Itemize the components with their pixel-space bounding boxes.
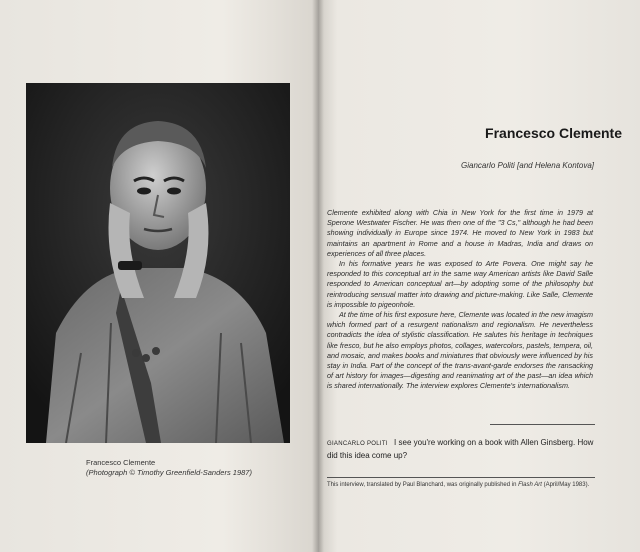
question-text: I see you're working on a book with Allen Ginsberg. How did this idea come up? (327, 438, 594, 460)
book-gutter (312, 0, 324, 552)
chapter-title: Francesco Clemente (485, 125, 622, 141)
footnote-publication: Flash Art (518, 482, 542, 488)
intro-paragraph: In his formative years he was exposed to Arte Povera. One might say he responded to this conceptual art in the same way American artists like David Salle responded to American conceptual art—by adopting some of the philosophy but reintroducing sensual matter into drawing and picture-making. Like Salle, Clemente is impossible to pigeonhole. (327, 259, 593, 309)
caption-name: Francesco Clemente (86, 458, 156, 467)
intro-paragraph: At the time of his first exposure here, Clemente was located in the new imagism which formed part of a resurgent nationalism and regionalism. He nevertheless contradicts the idea of stylistic classification. He salutes his heritage in techniques like fresco, but he also employs photos, collages, watercolors, pastels, tempera, oil, and mosaic, and makes books and miniatures that obviously were influenced by his stay in India. Part of the concept of the trans-avant-garde endorses the ransacking of art history for images—digesting and reanimating art of the past—an idea which is shared internationally. The interview explores Clemente's internationalism. (327, 310, 593, 391)
footnote-rule (327, 477, 595, 478)
speaker-name: GIANCARLO POLITI (327, 441, 388, 447)
interview-question (327, 437, 597, 461)
photo-caption (86, 458, 286, 478)
section-divider (490, 424, 595, 425)
footnote-text: This interview, translated by Paul Blanchard, was originally published in (327, 482, 519, 488)
portrait-photo (26, 83, 290, 443)
caption-credit: (Photograph © Timothy Greenfield-Sanders 1987) (86, 468, 252, 477)
intro-paragraph: Clemente exhibited along with Chia in New York for the first time in 1979 at Sperone Westwater Fischer. He was then one of the "3 Cs," although he had been showing individually in Europe since 1974. He moved to New York in 1983 but maintains an apartment in Rome and a house in Madras, India and draws on experiences of all three places. (327, 208, 593, 258)
chapter-authors: Giancarlo Politi [and Helena Kontova] (461, 161, 594, 170)
footnote (327, 481, 597, 490)
left-page (0, 0, 318, 552)
footnote-tail: (April/May 1983). (541, 482, 590, 488)
intro-text (327, 208, 593, 392)
